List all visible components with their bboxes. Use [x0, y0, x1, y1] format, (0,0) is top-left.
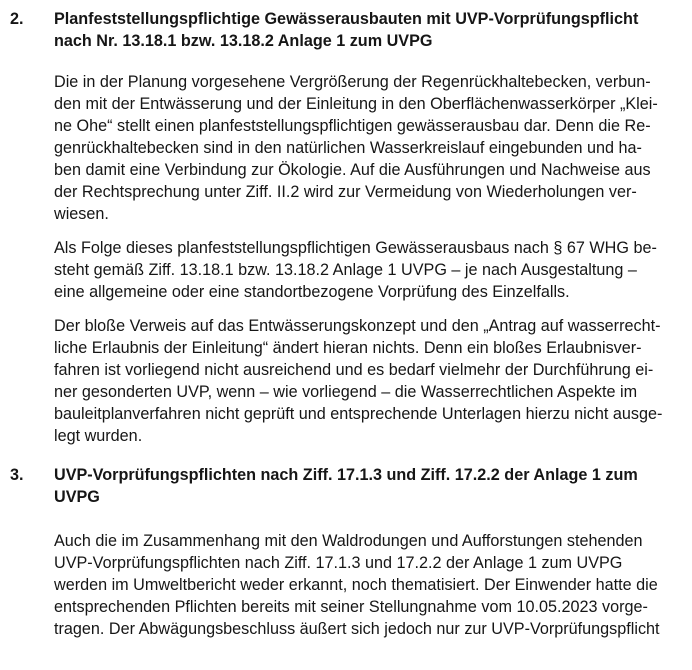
text-line: bauleitplanverfahren nicht geprüft und entsprechende Unterlagen hierzu nicht ausge- [54, 405, 663, 423]
text-line: werden im Umweltbericht weder erkannt, noch thematisiert. Der Einwender hatte die [54, 576, 658, 594]
text-line: wiesen. [54, 205, 109, 223]
section-title-line: UVP-Vorprüfungspflichten nach Ziff. 17.1.3 und Ziff. 17.2.2 der Anlage 1 zum [54, 466, 638, 484]
text-line: legt wurden. [54, 427, 143, 445]
section-number: 2. [10, 10, 24, 28]
section-title-line: nach Nr. 13.18.1 bzw. 13.18.2 Anlage 1 zum UVPG [54, 32, 433, 50]
text-line: ner gesonderten UVP, wenn – wie vorliegend – die Wasserrechtlichen Aspekte im [54, 383, 638, 401]
text-line: Die in der Planung vorgesehene Vergrößerung der Regenrückhaltebecken, verbun- [54, 73, 651, 91]
text-line: Auch die im Zusammenhang mit den Waldrodungen und Aufforstungen stehenden [54, 532, 643, 550]
text-line: steht gemäß Ziff. 13.18.1 bzw. 13.18.2 Anlage 1 UVPG – je nach Ausgestaltung – [54, 261, 637, 279]
text-line: Der bloße Verweis auf das Entwässerungskonzept und den „Antrag auf wasserrecht- [54, 317, 661, 335]
text-line: der Rechtsprechung unter Ziff. II.2 wird zur Vermeidung von Wiederholungen ver- [54, 183, 637, 201]
text-line: den mit der Entwässerung und der Einleitung in den Oberflächenwasserkörper „Klei- [54, 95, 658, 113]
section-number: 3. [10, 466, 24, 484]
text-line: UVP-Vorprüfungspflichten nach Ziff. 17.1.3 und 17.2.2 der Anlage 1 zum UVPG [54, 554, 623, 572]
section-title-line: Planfeststellungspflichtige Gewässerausbauten mit UVP-Vorprüfungspflicht [54, 10, 639, 28]
section-title-line: UVPG [54, 488, 100, 506]
text-line: tragen. Der Abwägungsbeschluss äußert sich jedoch nur zur UVP-Vorprüfungspflicht [54, 620, 660, 638]
text-line: ben damit eine Verbindung zur Ökologie. Auf die Ausführungen und Nachweise aus [54, 161, 651, 179]
text-line: ne Ohe“ stellt einen planfeststellungspflichtigen gewässerausbau dar. Denn die Re- [54, 117, 651, 135]
text-line: Als Folge dieses planfeststellungspflichtigen Gewässerausbaus nach § 67 WHG be- [54, 239, 657, 257]
text-line: genrückhaltebecken sind in den natürlichen Wasserkreislauf eingebunden und ha- [54, 139, 642, 157]
text-line: eine allgemeine oder eine standortbezogene Vorprüfung des Einzelfalls. [54, 283, 570, 301]
text-line: entsprechenden Pflichten bereits mit seiner Stellungnahme vom 10.05.2023 vorge- [54, 598, 648, 616]
text-line: fahren ist vorliegend nicht ausreichend und es bedarf vielmehr der Durchführung ei- [54, 361, 654, 379]
text-line: liche Erlaubnis der Einleitung“ ändert hieran nichts. Denn ein bloßes Erlaubnisver- [54, 339, 642, 357]
